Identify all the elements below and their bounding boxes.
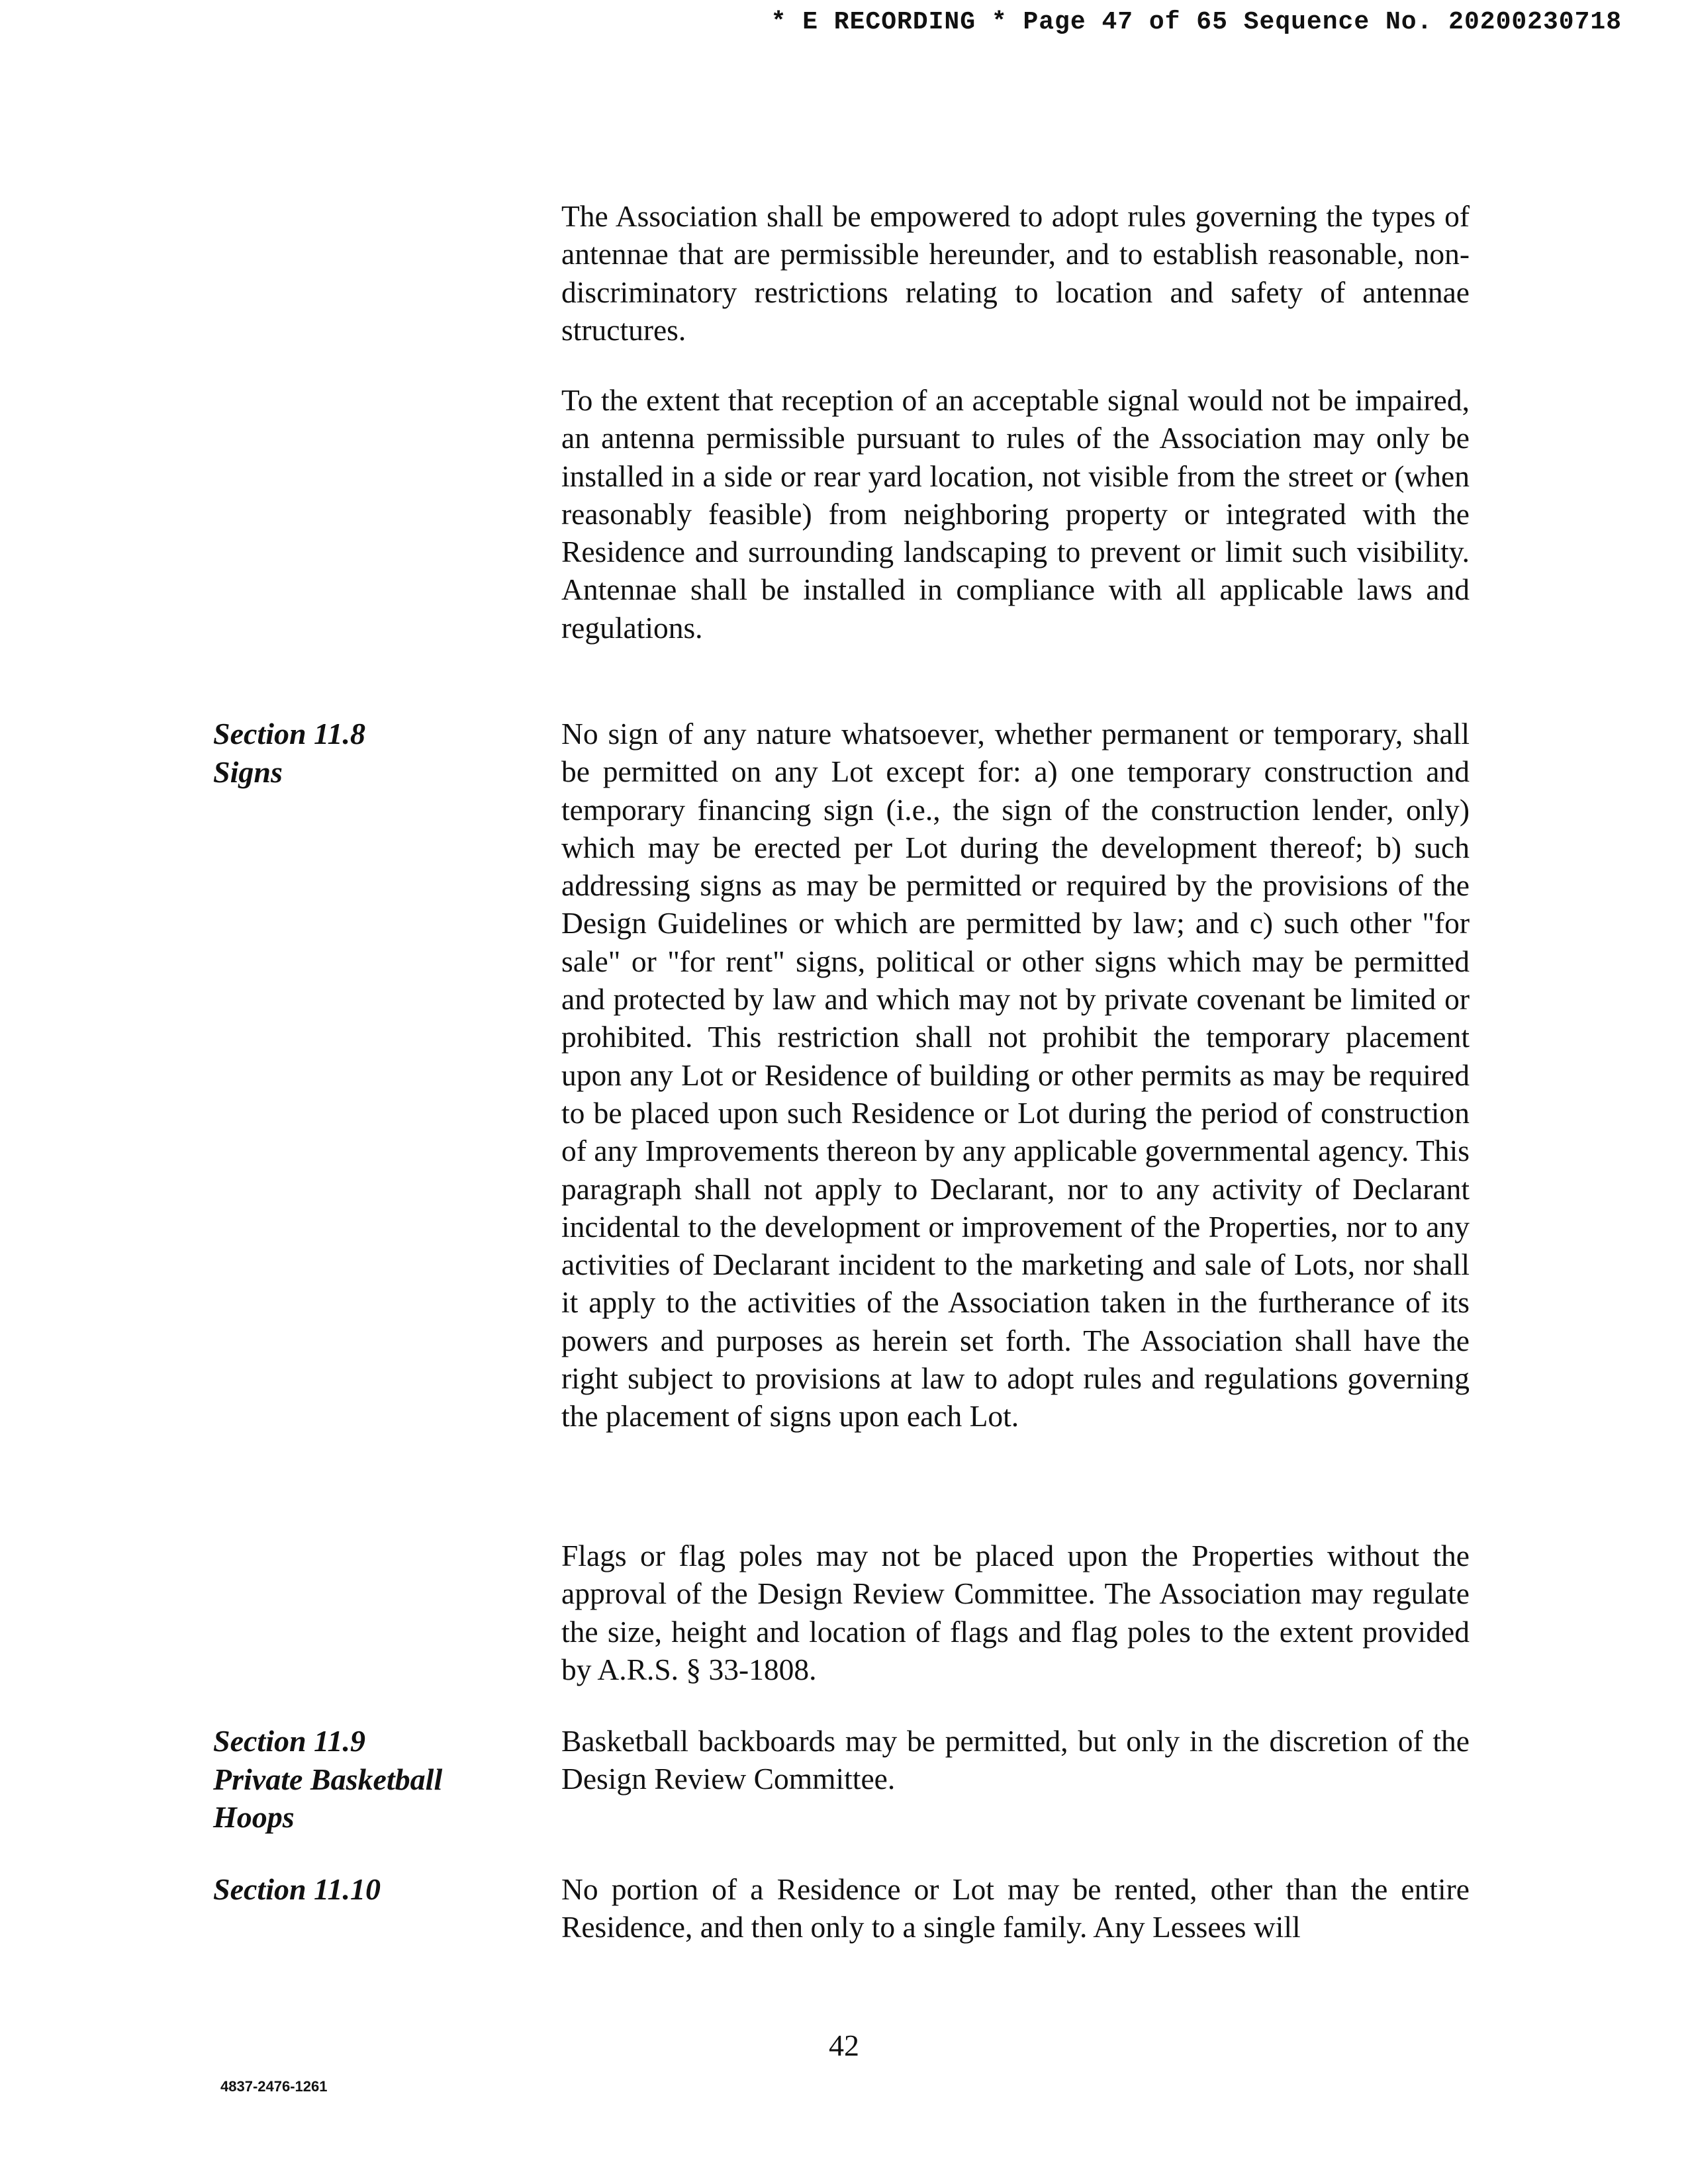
paragraph-antennae-rules: The Association shall be empowered to adopt rules governing the types of antennae that are permissible hereunder, and to establish reasonable, non-discriminatory restrictions relating to location and safety of antennae structures. xyxy=(561,199,1470,347)
section-number: Section 11.10 xyxy=(213,1872,381,1906)
paragraph-rental: No portion of a Residence or Lot may be rented, other than the entire Residence, and then only to a single family. Any Lessees will xyxy=(561,1872,1470,1944)
section-11-8-heading xyxy=(213,715,491,791)
document-id: 4837-2476-1261 xyxy=(220,2078,328,2095)
section-title-line-2: Hoops xyxy=(213,1800,295,1834)
section-number: Section 11.8 xyxy=(213,717,366,751)
section-title: Signs xyxy=(213,754,283,789)
section-11-9-heading xyxy=(213,1722,491,1837)
paragraph-antennae-location: To the extent that reception of an acceptable signal would not be impaired, an antenna permissible pursuant to rules of the Association may only be installed in a side or rear yard location, not visible from the street or (when reasonably feasible) from neighboring property or integrated with the Residence and surrounding landscaping to prevent or limit such visibility. Antennae shall be installed in compliance with all applicable laws and regulations. xyxy=(561,383,1470,645)
paragraph-signs: No sign of any nature whatsoever, whether permanent or temporary, shall be permitted on any Lot except for: a) one temporary construction and temporary financing sign (i.e., the sign of the construction lender, only) which may be erected per Lot during the development thereof; b) such addressing signs as may be permitted or required by the provisions of the Design Guidelines or which are permitted by law; and c) such other "for sale" or "for rent" signs, political or other signs which may be permitted and protected by law and which may not by private covenant be limited or prohibited. This restriction shall not prohibit the temporary placement upon any Lot or Residence of building or other permits as may be required to be placed upon such Residence or Lot during the period of construction of any Improvements thereon by any applicable governmental agency. This paragraph shall not apply to Declarant, nor to any activity of Declarant incidental to the development or improvement of the Properties, nor to any activities of Declarant incident to the marketing and sale of Lots, nor shall it apply to the activities of the Association taken in the furtherance of its powers and purposes as herein set forth. The Association shall have the right subject to provisions at law to adopt rules and regulations governing the placement of signs upon each Lot. xyxy=(561,717,1470,1433)
recording-header: * E RECORDING * Page 47 of 65 Sequence No. 20200230718 xyxy=(771,8,1622,36)
paragraph-flags: Flags or flag poles may not be placed upon the Properties without the approval of the Design Review Committee. The Association may regulate the size, height and location of flags and flag poles to the extent provided by A.R.S. § 33-1808. xyxy=(561,1539,1470,1686)
paragraph-basketball: Basketball backboards may be permitted, but only in the discretion of the Design Review Committee. xyxy=(561,1724,1470,1796)
section-title-line-1: Private Basketball xyxy=(213,1762,443,1796)
section-11-10-heading xyxy=(213,1870,491,1909)
section-number: Section 11.9 xyxy=(213,1724,366,1758)
page-number: 42 xyxy=(829,2028,859,2062)
